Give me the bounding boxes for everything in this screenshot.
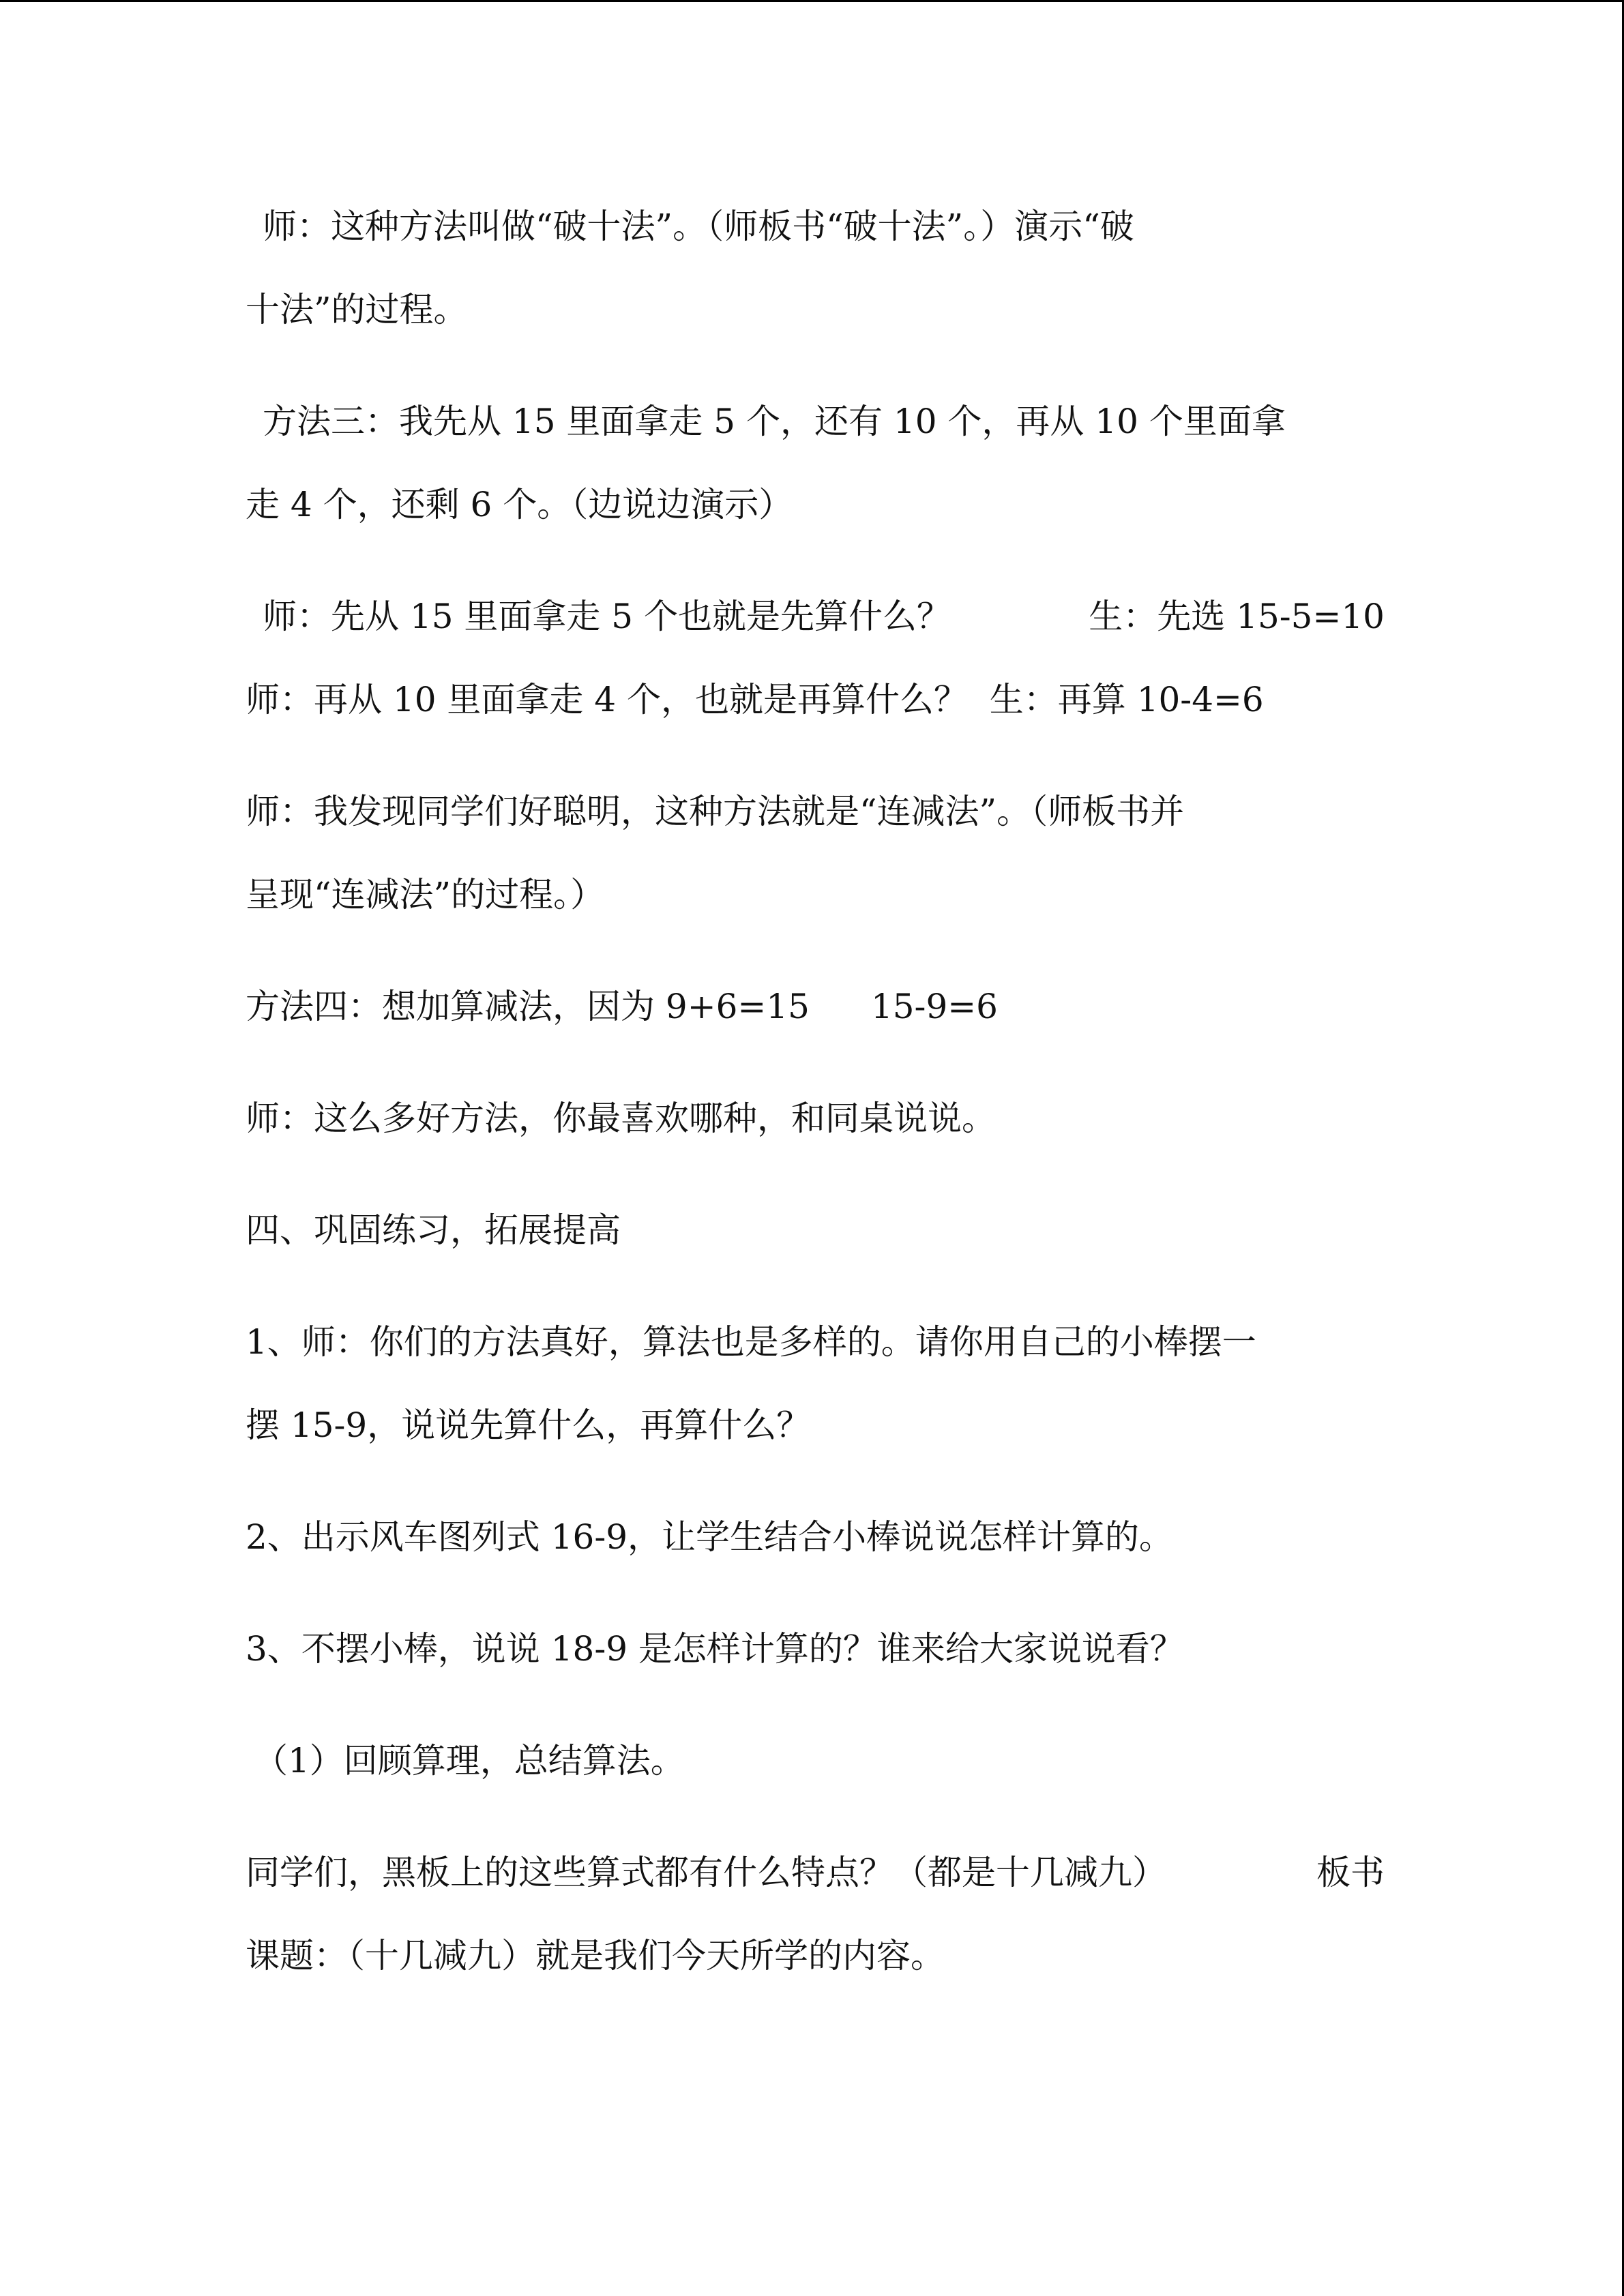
method-four-text: 方法四：想加算减法，因为 9+6=15 [246, 987, 810, 1026]
exercise-1-line-1: 1、师：你们的方法真好，算法也是多样的。请你用自己的小棒摆一 [246, 1322, 1256, 1362]
paragraph-4: 师：再从 10 里面拿走 4 个，也就是再算什么？ 生：再算 10-4=6 [246, 680, 1264, 719]
paragraph-5-line-1: 师：我发现同学们好聪明，这种方法就是“连减法”。（师板书并 [246, 792, 1185, 831]
paragraph-2-line-2: 走 4 个，还剩 6 个。（边说边演示） [246, 485, 793, 524]
teacher-question: 师：先从 15 里面拿走 5 个也就是先算什么？ [263, 597, 951, 636]
paragraph-3 [246, 595, 1385, 638]
subsection-1: （1）回顾算理，总结算法。 [254, 1741, 685, 1780]
paragraph-7: 师：这么多好方法，你最喜欢哪种，和同桌说说。 [246, 1099, 996, 1138]
paragraph-13-line-2: 课题：（十几减九）就是我们今天所学的内容。 [246, 1936, 945, 1976]
paragraph-6 [246, 985, 1385, 1028]
document-page [246, 205, 1385, 1978]
section-heading: 四、巩固练习，拓展提高 [246, 1210, 621, 1250]
paragraph-13-line-1 [246, 1851, 1385, 1894]
top-border-line [0, 0, 1624, 2]
exercise-2: 2、出示风车图列式 16-9，让学生结合小棒说说怎样计算的。 [246, 1517, 1174, 1557]
paragraph-2-line-1: 方法三：我先从 15 里面拿走 5 个，还有 10 个，再从 10 个里面拿 [263, 402, 1286, 441]
paragraph-1-line-2: 十法”的过程。 [246, 290, 468, 329]
exercise-1-line-2: 摆 15-9，说说先算什么，再算什么？ [246, 1405, 811, 1445]
paragraph-1-line-1: 师：这种方法叫做“破十法”。（师板书“破十法”。）演示“破 [263, 207, 1134, 246]
closing-question: 同学们，黑板上的这些算式都有什么特点？（都是十几减九） [246, 1853, 1166, 1892]
exercise-3: 3、不摆小棒，说说 18-9 是怎样计算的？谁来给大家说说看？ [246, 1629, 1184, 1669]
method-four-equation: 15-9=6 [870, 987, 998, 1026]
student-answer: 生：先选 15-5=10 [1089, 597, 1385, 636]
board-writing-label: 板书 [1316, 1853, 1385, 1892]
paragraph-5-line-2: 呈现“连减法”的过程。） [246, 875, 605, 914]
